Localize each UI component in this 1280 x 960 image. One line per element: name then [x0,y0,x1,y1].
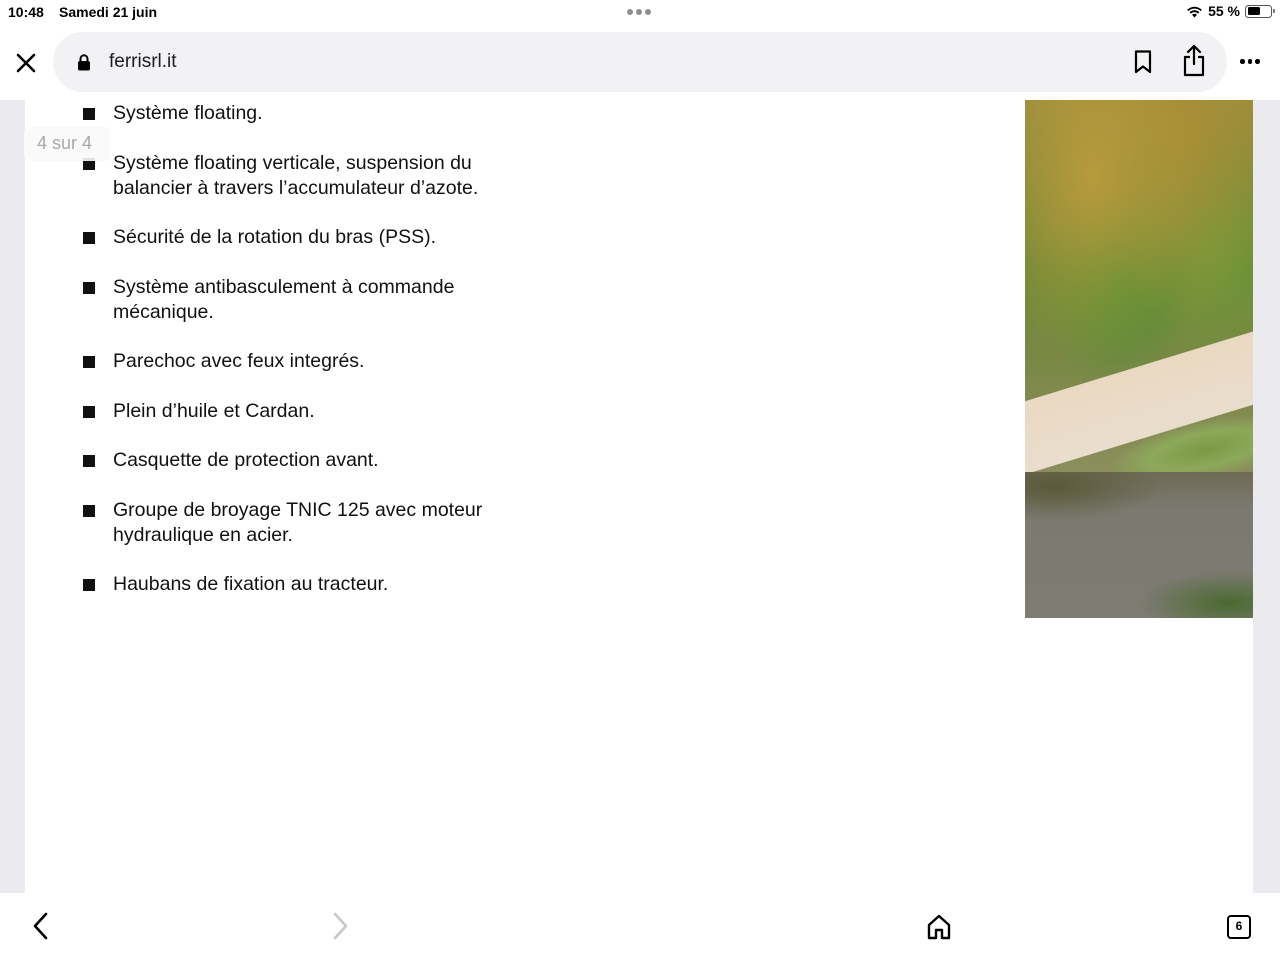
share-icon[interactable] [1181,44,1207,78]
bullet-icon [83,232,95,244]
feature-item: Plein d’huile et Cardan. [82,399,315,424]
grass-bank-and-water-photo [1025,100,1253,618]
document-viewport[interactable] [0,100,1280,893]
browser-toolbar [0,24,1280,100]
close-icon[interactable] [12,49,40,77]
bottom-toolbar [0,893,1280,960]
battery-icon [1245,5,1272,18]
status-indicators [1186,3,1272,19]
status-date: Samedi 21 juin [59,4,158,20]
bookmark-icon[interactable] [1131,49,1155,75]
chevron-left-icon[interactable] [30,911,52,941]
multitasking-handle[interactable] [627,9,651,15]
bullet-icon [83,579,95,591]
tabs-button[interactable]: 6 [1227,915,1251,939]
bullet-icon [83,455,95,467]
lock-icon [77,54,91,71]
feature-item: Parechoc avec feux integrés. [82,349,364,374]
feature-item: Sécurité de la rotation du bras (PSS). [82,225,436,250]
feature-item: Groupe de broyage TNIC 125 avec moteur hydraulique en acier. [82,498,522,548]
feature-item: Système floating. [82,101,263,126]
home-icon[interactable] [926,913,952,941]
chevron-right-icon[interactable] [329,911,351,941]
bullet-icon [83,282,95,294]
url-text[interactable]: ferrisrl.it [109,51,177,72]
bullet-icon [83,108,95,120]
more-icon[interactable] [1240,59,1260,64]
feature-item: Haubans de fixation au tracteur. [82,572,388,597]
bullet-icon [83,356,95,368]
status-bar [0,0,1280,24]
feature-item: Système floating verticale, suspension du balancier à travers l’accumulateur d’azote. [82,151,522,201]
feature-item: Casquette de protection avant. [82,448,379,473]
status-time: 10:48 [8,4,44,20]
page-indicator: 4 sur 4 [24,127,110,161]
url-bar[interactable] [53,32,1227,92]
battery-percent: 55 % [1208,3,1240,19]
wifi-icon [1186,5,1203,18]
feature-item: Système antibasculement à commande mécanique. [82,275,502,325]
pdf-page [25,100,1253,893]
bullet-icon [83,505,95,517]
bullet-icon [83,406,95,418]
